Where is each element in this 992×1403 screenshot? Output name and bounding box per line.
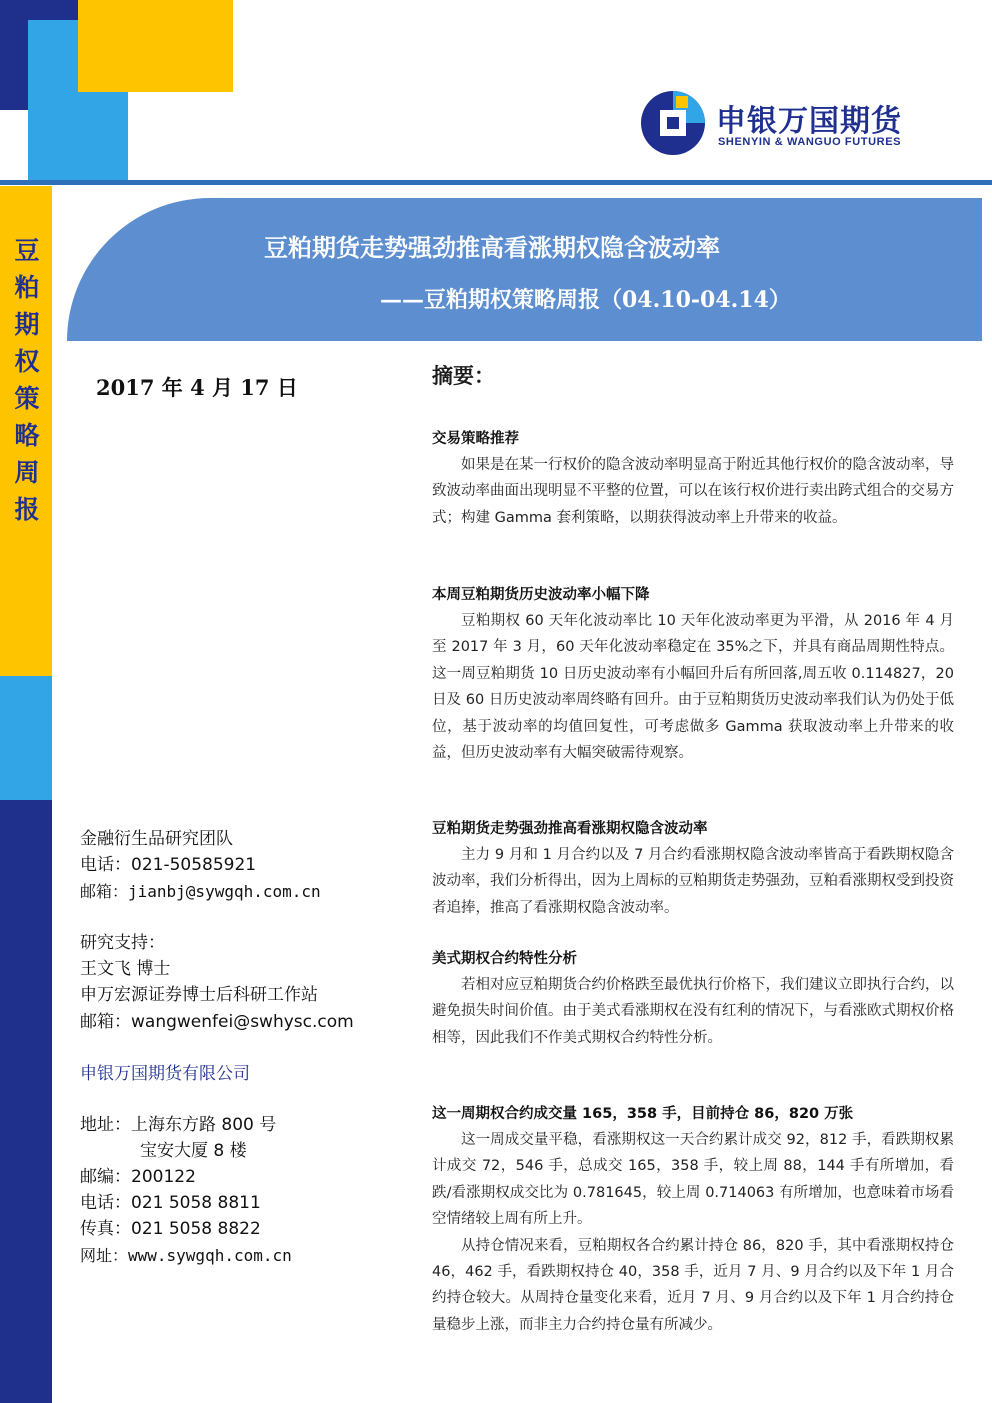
section-implied-volatility	[432, 817, 954, 921]
support-label: 研究支持：	[80, 933, 165, 953]
section-title: 本周豆粕期货历史波动率小幅下降	[432, 587, 650, 603]
company-fax: 传真：021 5058 8822	[80, 1219, 261, 1239]
logo-mark-icon	[640, 90, 706, 156]
company-logo	[640, 90, 930, 160]
report-date: 2017 年 4 月 17 日	[96, 375, 298, 400]
company-website[interactable]: 网址：www.sywgqh.com.cn	[80, 1246, 292, 1265]
title-banner	[67, 198, 982, 341]
sidebar-light	[0, 676, 52, 800]
postcode: 邮编：200122	[80, 1167, 196, 1187]
section-historical-volatility	[432, 583, 954, 766]
section-volume-open-interest	[432, 1102, 954, 1338]
contact-email[interactable]: 邮箱：jianbj@sywgqh.com.cn	[80, 882, 321, 901]
contact-team: 金融衍生品研究团队	[80, 829, 233, 849]
logo-name-en: SHENYIN & WANGUO FUTURES	[718, 136, 902, 148]
address-line-2: 宝安大厦 8 楼	[140, 1141, 247, 1161]
abstract-heading: 摘要：	[432, 363, 495, 388]
sidebar-report-label: 豆粕期权策略周报	[14, 236, 40, 524]
support-org: 申万宏源证券博士后科研工作站	[80, 985, 318, 1005]
report-title: 豆粕期货走势强劲推高看涨期权隐含波动率	[264, 233, 720, 262]
address-line-1: 地址：上海东方路 800 号	[80, 1115, 277, 1135]
section-paragraph: 豆粕期权 60 天年化波动率比 10 天年化波动率更为平滑，从 2016 年 4 月至 2017 年 3 月，60 天年化波动率稳定在 35%之下，并具有商品周期性特点。这一周豆粕期货 10 日历史波动率有小幅回升后有所回落,周五收 0.114827，20 日及 60 日历史波动率周终略有回升。由于豆粕期货历史波动率我们认为仍处于低位，基于波动率的均值回复性，可考虑做多 Gamma 获取波动率上升带来的收益，但历史波动率有大幅突破需待观察。	[432, 613, 954, 762]
sidebar-dark	[0, 800, 52, 1403]
header-yellow-block	[78, 0, 233, 92]
support-name: 王文飞 博士	[80, 959, 171, 979]
section-paragraph: 若相对应豆粕期货合约价格跌至最优执行价格下，我们建议立即执行合约，以避免损失时间价值。由于美式看涨期权在没有红利的情况下，与看涨欧式期权价格相等，因此我们不作美式期权合约特性分析。	[432, 977, 954, 1046]
section-paragraph: 这一周成交量平稳，看涨期权这一天合约累计成交 92，812 手，看跌期权累计成交 72，546 手，总成交 165，358 手，较上周 88，144 手有所增加，看跌/看涨期权成交比为 0.781645，较上周 0.714063 有所增加，也意味着市场看空情绪较上周有所上升。	[432, 1132, 954, 1228]
section-title: 交易策略推荐	[432, 431, 519, 447]
contact-phone: 电话：021-50585921	[80, 855, 257, 875]
section-strategy	[432, 427, 954, 531]
logo-name-cn: 申银万国期货	[716, 104, 902, 139]
section-paragraph: 如果是在某一行权价的隐含波动率明显高于附近其他行权价的隐含波动率，导致波动率曲面出现明显不平整的位置，可以在该行权价进行卖出跨式组合的交易方式；构建 Gamma 套利策略，以期获得波动率上升带来的收益。	[432, 457, 954, 526]
section-american-options	[432, 947, 954, 1051]
section-title: 美式期权合约特性分析	[432, 951, 577, 967]
report-subtitle: ——豆粕期权策略周报（04.10-04.14）	[380, 287, 791, 313]
company-tel: 电话：021 5058 8811	[80, 1193, 261, 1213]
support-email[interactable]: 邮箱：wangwenfei@swhysc.com	[80, 1012, 354, 1032]
company-name: 申银万国期货有限公司	[80, 1064, 250, 1084]
header-divider	[0, 180, 992, 185]
section-paragraph: 主力 9 月和 1 月合约以及 7 月合约看涨期权隐含波动率皆高于看跌期权隐含波动率，我们分析得出，因为上周标的豆粕期货走势强劲，豆粕看涨期权受到投资者追捧，推高了看涨期权隐含波动率。	[432, 847, 954, 916]
section-title: 豆粕期货走势强劲推高看涨期权隐含波动率	[432, 821, 708, 837]
section-title: 这一周期权合约成交量 165，358 手，目前持仓 86，820 万张	[432, 1106, 854, 1122]
section-paragraph: 从持仓情况来看，豆粕期权各合约累计持仓 86，820 手，其中看涨期权持仓 46，462 手，看跌期权持仓 40，358 手，近月 7 月、9 月合约以及下年 1 月合约持仓较大。从周持仓量变化来看，近月 7 月、9 月合约以及下年 1 月合约持仓量稳步上涨，而非主力合约持仓量有所减少。	[432, 1237, 954, 1333]
